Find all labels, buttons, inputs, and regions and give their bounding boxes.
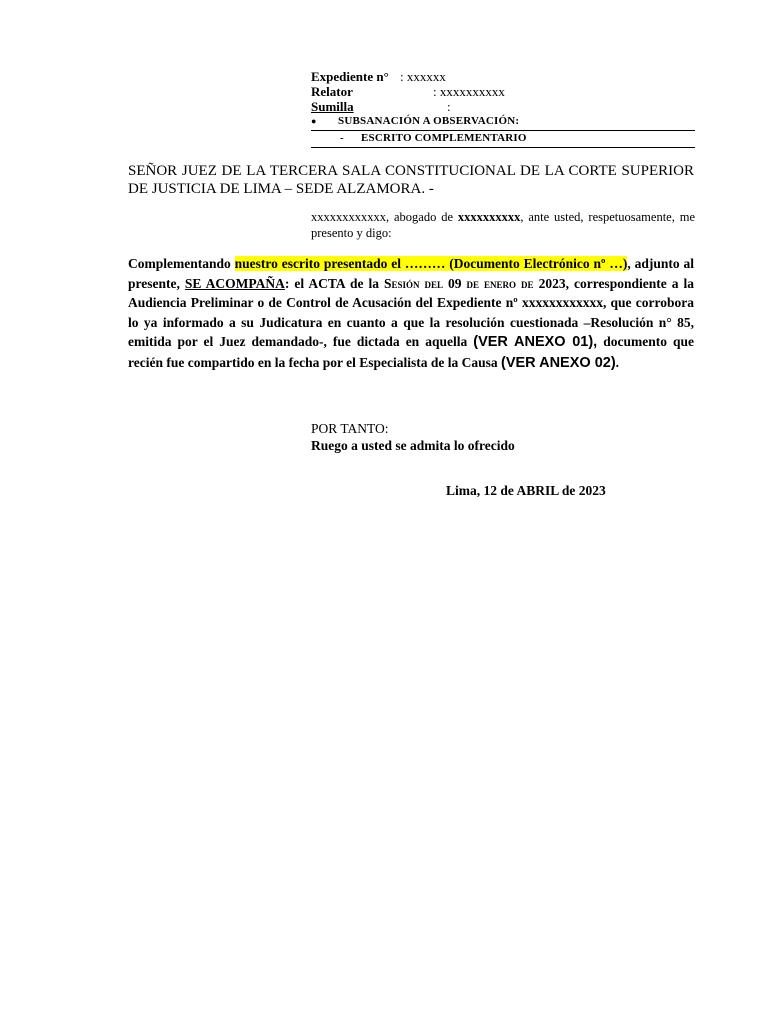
bullet-icon: ●	[311, 116, 317, 126]
expediente-value: : xxxxxx	[400, 69, 446, 84]
intro-paragraph	[311, 209, 695, 241]
lawyer-name: xxxxxxxxxxxx	[311, 210, 386, 224]
place-date: Lima, 12 de ABRIL de 2023	[446, 483, 606, 498]
intro-text-2: , ante usted, respetuosamente, me presento y digo:	[311, 210, 695, 240]
por-tanto: POR TANTO:	[311, 421, 389, 436]
session-date: Sesión del 09 de enero de	[383, 275, 534, 291]
sumilla-value: :	[447, 99, 451, 114]
header-rule-2	[311, 147, 695, 148]
sumilla-item-1-text: SUBSANACIÓN A OBSERVACIÓN:	[338, 115, 520, 127]
annex-02-ref: (VER ANEXO 02)	[500, 354, 616, 371]
expediente-label: Expediente n°	[311, 69, 389, 84]
body-s9: documento que recién fue compartido en la fecha por el Especialista de la Causa	[128, 334, 694, 370]
relator-row	[311, 84, 505, 100]
body-s3: , adjunto al presente,	[128, 256, 694, 291]
se-acompana: SE ACOMPAÑA	[184, 275, 285, 291]
body-s5: : el ACTA de la	[284, 275, 384, 291]
main-paragraph	[128, 254, 694, 373]
intro-text-1: , abogado de	[386, 210, 458, 224]
sumilla-item-2-text: ESCRITO COMPLEMENTARIO	[361, 132, 527, 144]
header-rule-1	[311, 130, 695, 131]
highlighted-reference: nuestro escrito presentado el ……… (Documento Electrónico nº …)	[234, 256, 628, 271]
sumilla-item-1	[311, 115, 520, 127]
client-name: xxxxxxxxxx	[457, 210, 521, 224]
relator-label: Relator	[311, 84, 353, 99]
body-s7: 2023, correspondiente a la Audiencia Preliminar o de Control de Acusación del Expediente nº xxxxxxxxxxxx, que corrobora lo ya informado a su Judicatura en cuanto a que la resolución cuestionada –Resolución n° 85, emitida por el Juez demandado-, fue dictada en aquella	[128, 275, 694, 349]
expediente-row	[311, 69, 446, 85]
annex-01-ref: (VER ANEXO 01),	[473, 334, 598, 350]
dash-marker: -	[340, 132, 344, 144]
closing	[311, 420, 515, 454]
body-s1: Complementando	[128, 256, 235, 271]
relator-value: : xxxxxxxxxx	[433, 84, 505, 99]
sumilla-row	[311, 99, 451, 115]
ruego: Ruego a usted se admita lo ofrecido	[311, 438, 515, 453]
body-s11: .	[615, 354, 620, 370]
sumilla-label: Sumilla	[311, 99, 354, 114]
addressee: SEÑOR JUEZ DE LA TERCERA SALA CONSTITUCIONAL DE LA CORTE SUPERIOR DE JUSTICIA DE LIMA – SEDE ALZAMORA. -	[128, 163, 694, 197]
